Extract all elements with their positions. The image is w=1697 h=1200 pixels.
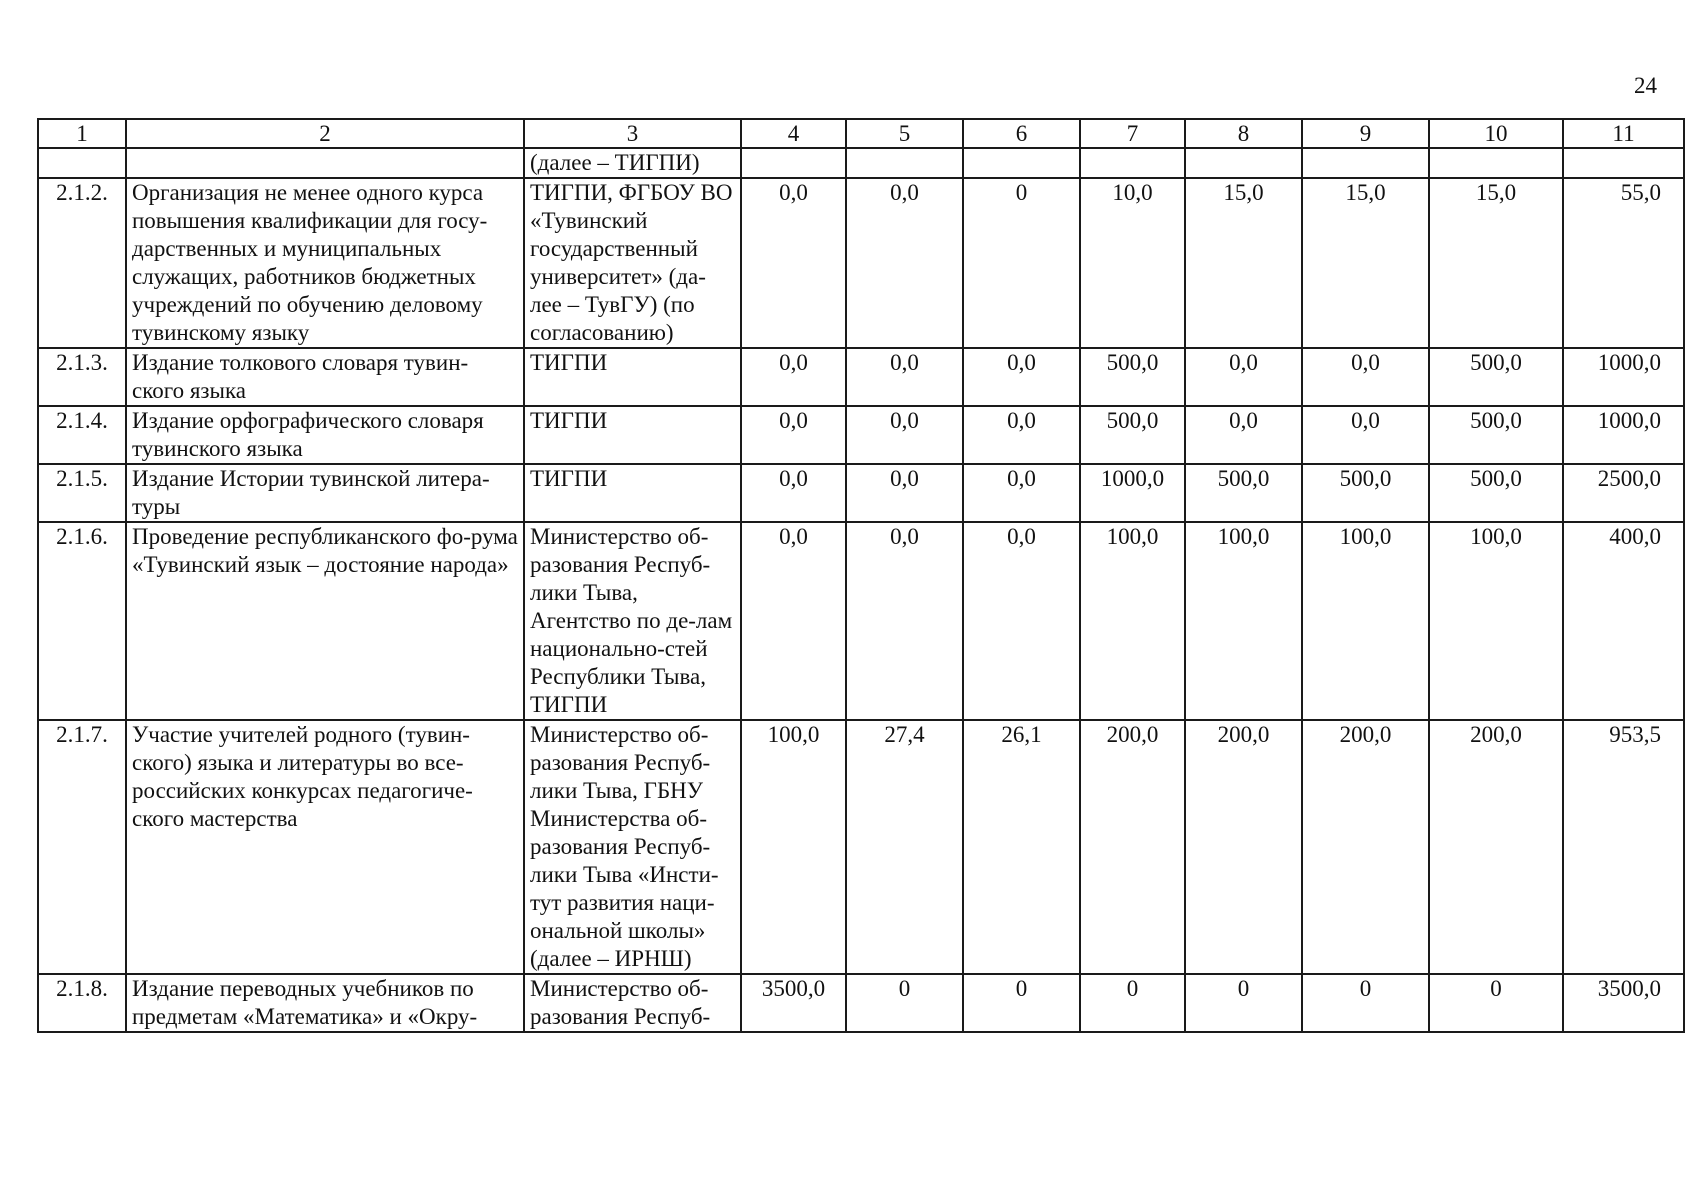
row-value-7: 500,0 — [1080, 348, 1185, 406]
row-value-10: 500,0 — [1429, 348, 1563, 406]
row-value-7 — [1080, 148, 1185, 178]
row-id: 2.1.3. — [38, 348, 126, 406]
table-row — [38, 720, 1684, 974]
row-executor: (далее – ТИГПИ) — [524, 148, 741, 178]
row-value-5: 0,0 — [846, 348, 963, 406]
row-value-8: 0 — [1185, 974, 1302, 1032]
row-value-11: 55,0 — [1563, 178, 1684, 348]
row-value-6: 0,0 — [963, 406, 1080, 464]
row-value-4: 3500,0 — [741, 974, 846, 1032]
row-value-6 — [963, 148, 1080, 178]
column-header: 4 — [741, 119, 846, 148]
table-header-row — [38, 119, 1684, 148]
row-executor: Министерство об-разования Респуб-лики Тыва, Агентство по де-лам национально-стей Республики Тыва, ТИГПИ — [524, 522, 741, 720]
row-value-6: 0,0 — [963, 348, 1080, 406]
row-value-6: 0,0 — [963, 464, 1080, 522]
column-header: 7 — [1080, 119, 1185, 148]
row-value-5 — [846, 148, 963, 178]
row-value-10: 500,0 — [1429, 406, 1563, 464]
column-header: 6 — [963, 119, 1080, 148]
row-value-7: 1000,0 — [1080, 464, 1185, 522]
row-value-7: 0 — [1080, 974, 1185, 1032]
row-value-5: 27,4 — [846, 720, 963, 974]
row-name — [126, 148, 524, 178]
row-value-6: 0 — [963, 178, 1080, 348]
row-value-9: 0,0 — [1302, 406, 1429, 464]
program-table — [37, 118, 1683, 1033]
row-value-10: 15,0 — [1429, 178, 1563, 348]
row-value-11: 3500,0 — [1563, 974, 1684, 1032]
row-executor: ТИГПИ — [524, 406, 741, 464]
row-value-4: 0,0 — [741, 522, 846, 720]
column-header: 1 — [38, 119, 126, 148]
row-value-4: 0,0 — [741, 178, 846, 348]
row-value-4: 100,0 — [741, 720, 846, 974]
row-value-10: 500,0 — [1429, 464, 1563, 522]
page-number: 24 — [1634, 73, 1657, 98]
row-executor: ТИГПИ, ФГБОУ ВО «Тувинский государственный университет» (да-лее – ТувГУ) (по согласованию) — [524, 178, 741, 348]
row-value-4 — [741, 148, 846, 178]
row-value-8: 500,0 — [1185, 464, 1302, 522]
row-executor: Министерство об-разования Респуб- — [524, 974, 741, 1032]
row-executor: ТИГПИ — [524, 348, 741, 406]
row-value-8: 0,0 — [1185, 406, 1302, 464]
row-id: 2.1.7. — [38, 720, 126, 974]
row-value-9: 500,0 — [1302, 464, 1429, 522]
row-value-6: 0 — [963, 974, 1080, 1032]
row-value-11: 2500,0 — [1563, 464, 1684, 522]
row-value-10: 0 — [1429, 974, 1563, 1032]
row-value-4: 0,0 — [741, 464, 846, 522]
row-value-9: 0,0 — [1302, 348, 1429, 406]
row-value-11: 953,5 — [1563, 720, 1684, 974]
column-header: 10 — [1429, 119, 1563, 148]
row-value-5: 0,0 — [846, 464, 963, 522]
row-executor: ТИГПИ — [524, 464, 741, 522]
row-value-11: 400,0 — [1563, 522, 1684, 720]
table-row — [38, 406, 1684, 464]
row-value-4: 0,0 — [741, 406, 846, 464]
row-value-7: 100,0 — [1080, 522, 1185, 720]
column-header: 2 — [126, 119, 524, 148]
row-name: Издание Истории тувинской литера-туры — [126, 464, 524, 522]
row-name: Проведение республиканского фо-рума «Тувинский язык – достояние народа» — [126, 522, 524, 720]
row-value-6: 26,1 — [963, 720, 1080, 974]
row-value-5: 0,0 — [846, 522, 963, 720]
table-row — [38, 348, 1684, 406]
row-value-7: 500,0 — [1080, 406, 1185, 464]
row-id: 2.1.4. — [38, 406, 126, 464]
row-value-8: 0,0 — [1185, 348, 1302, 406]
row-value-5: 0 — [846, 974, 963, 1032]
row-value-5: 0,0 — [846, 406, 963, 464]
table-row — [38, 464, 1684, 522]
row-value-9: 100,0 — [1302, 522, 1429, 720]
row-value-6: 0,0 — [963, 522, 1080, 720]
column-header: 3 — [524, 119, 741, 148]
row-value-10 — [1429, 148, 1563, 178]
row-value-10: 200,0 — [1429, 720, 1563, 974]
row-value-8 — [1185, 148, 1302, 178]
row-value-5: 0,0 — [846, 178, 963, 348]
table-row — [38, 178, 1684, 348]
row-value-9: 0 — [1302, 974, 1429, 1032]
row-id — [38, 148, 126, 178]
column-header: 9 — [1302, 119, 1429, 148]
column-header: 11 — [1563, 119, 1684, 148]
row-value-7: 200,0 — [1080, 720, 1185, 974]
row-value-8: 15,0 — [1185, 178, 1302, 348]
row-id: 2.1.5. — [38, 464, 126, 522]
row-value-11 — [1563, 148, 1684, 178]
row-name: Издание переводных учебников по предметам «Математика» и «Окру- — [126, 974, 524, 1032]
row-value-4: 0,0 — [741, 348, 846, 406]
column-header: 8 — [1185, 119, 1302, 148]
row-id: 2.1.8. — [38, 974, 126, 1032]
row-value-10: 100,0 — [1429, 522, 1563, 720]
row-value-9 — [1302, 148, 1429, 178]
measures-table — [37, 118, 1685, 1033]
table-row — [38, 974, 1684, 1032]
row-value-8: 200,0 — [1185, 720, 1302, 974]
row-executor: Министерство об-разования Респуб-лики Тыва, ГБНУ Министерства об-разования Респуб-лики Тыва «Инсти-тут развития наци-ональной школы» (далее – ИРНШ) — [524, 720, 741, 974]
table-row — [38, 522, 1684, 720]
row-value-7: 10,0 — [1080, 178, 1185, 348]
row-value-9: 200,0 — [1302, 720, 1429, 974]
row-value-11: 1000,0 — [1563, 406, 1684, 464]
row-name: Организация не менее одного курса повышения квалификации для госу-дарственных и муниципальных служащих, работников бюджетных учреждений по обучению деловому тувинскому языку — [126, 178, 524, 348]
row-name: Участие учителей родного (тувин-ского) языка и литературы во все-российских конкурсах педагогиче-ского мастерства — [126, 720, 524, 974]
row-value-9: 15,0 — [1302, 178, 1429, 348]
table-row — [38, 148, 1684, 178]
row-id: 2.1.2. — [38, 178, 126, 348]
row-value-11: 1000,0 — [1563, 348, 1684, 406]
row-value-8: 100,0 — [1185, 522, 1302, 720]
row-name: Издание толкового словаря тувин-ского языка — [126, 348, 524, 406]
row-name: Издание орфографического словаря тувинского языка — [126, 406, 524, 464]
row-id: 2.1.6. — [38, 522, 126, 720]
table-body — [38, 119, 1684, 1032]
column-header: 5 — [846, 119, 963, 148]
